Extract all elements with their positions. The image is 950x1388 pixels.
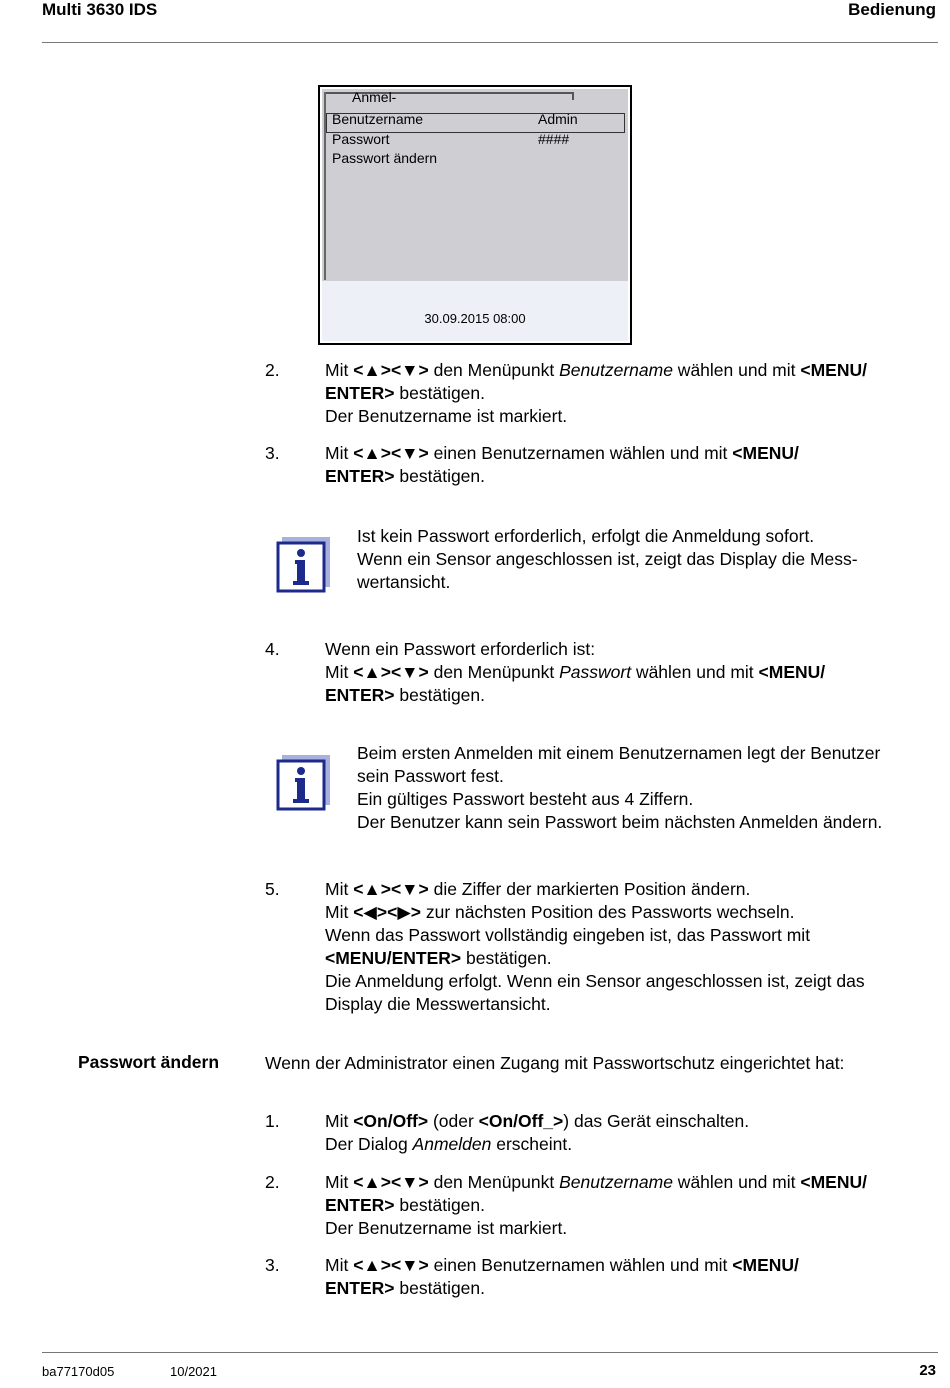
menu-item-value: #### [538,131,570,147]
document-title: Multi 3630 IDS [42,0,158,19]
step-text: Mit <▲><▼> einen Benutzernamen wählen und mit <MENU/ ENTER> bestätigen. [325,1255,799,1298]
page-number: 23 [919,1362,936,1379]
display-tab-title: Anmel- [352,89,397,105]
header-divider [42,42,938,43]
step-number: 2. [265,360,280,380]
display-datetime: 30.09.2015 08:00 [424,311,526,326]
section-title: Bedienung [848,0,936,19]
info-icon [276,755,330,811]
step-text: Mit <On/Off> (oder <On/Off_>) das Gerät einschalten. Der Dialog Anmelden erscheint. [325,1111,750,1154]
step-number: 5. [265,879,280,899]
step-number: 2. [265,1172,280,1192]
menu-item-value: Admin [538,111,578,127]
display-menu-area [322,89,628,281]
step-text: Mit <▲><▼> den Menüpunkt Benutzername wählen und mit <MENU/ ENTER> bestätigen. Der Benutzername ist markiert. [325,360,867,426]
display-status-bar [322,281,628,341]
document-date: 10/2021 [170,1364,217,1379]
info-note: Ist kein Passwort erforderlich, erfolgt die Anmeldung sofort. Wenn ein Sensor angeschlossen ist, zeigt das Display die Mess- wertansicht. [357,526,858,592]
device-display [318,85,632,345]
info-note: Beim ersten Anmelden mit einem Benutzernamen legt der Benutzer sein Passwort fest. Ein gültiges Passwort besteht aus 4 Ziffern. Der Benutzer kann sein Passwort beim nächsten Anmelden ändern. [357,743,883,832]
menu-item-label[interactable]: Benutzername [332,111,424,127]
step-number: 3. [265,1255,280,1275]
step-number: 4. [265,639,280,659]
step-number: 1. [265,1111,280,1131]
document-code: ba77170d05 [42,1364,115,1379]
section-intro: Wenn der Administrator einen Zugang mit Passwortschutz eingerichtet hat: [265,1053,845,1073]
margin-heading: Passwort ändern [78,1052,220,1072]
step-text: Mit <▲><▼> den Menüpunkt Benutzername wählen und mit <MENU/ ENTER> bestätigen. Der Benutzername ist markiert. [325,1172,867,1238]
menu-item-label[interactable]: Passwort [332,131,390,147]
step-number: 3. [265,443,280,463]
step-text: Mit <▲><▼> einen Benutzernamen wählen und mit <MENU/ ENTER> bestätigen. [325,443,799,486]
info-icon [276,537,330,593]
step-text: Wenn ein Passwort erforderlich ist: Mit <▲><▼> den Menüpunkt Passwort wählen und mit <MENU/ ENTER> bestätigen. [325,639,826,705]
footer-divider [42,1352,938,1353]
step-text: Mit <▲><▼> die Ziffer der markierten Position ändern. Mit <◀><▶> zur nächsten Position des Passworts wechseln. Wenn das Passwort vollständig eingeben ist, das Passwort mit <MENU/ENTER> bestätigen. Die Anmeldung erfolgt. Wenn ein Sensor angeschlossen ist, zeigt das Display die Messwertansicht. [325,879,865,1014]
menu-item-label[interactable]: Passwort ändern [332,150,438,166]
